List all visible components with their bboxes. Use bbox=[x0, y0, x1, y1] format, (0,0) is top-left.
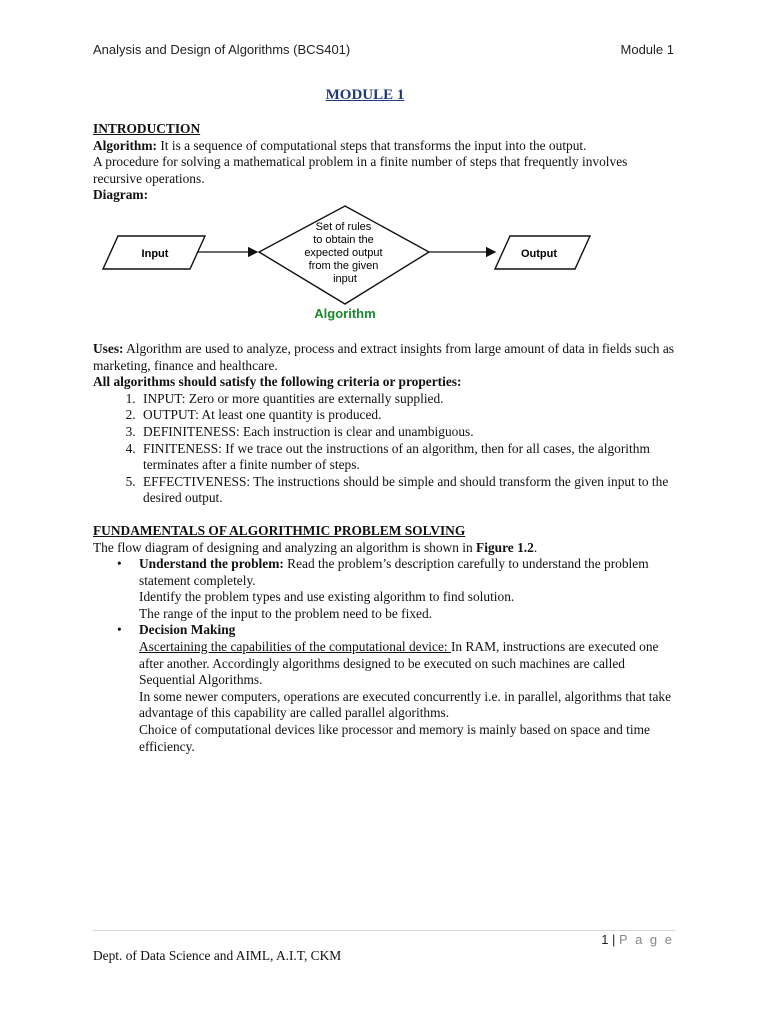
header-course: Analysis and Design of Algorithms (BCS401) bbox=[93, 42, 351, 57]
fundamentals-intro: The flow diagram of designing and analyzing an algorithm is shown in Figure 1.2. bbox=[93, 539, 538, 555]
bullet1-line3: The range of the input to the problem need to be fixed. bbox=[139, 605, 433, 621]
criteria-item: 3. DEFINITENESS: Each instruction is clear and unambiguous. bbox=[139, 424, 675, 441]
page-header bbox=[93, 42, 674, 62]
algorithm-caption: Algorithm bbox=[314, 305, 376, 321]
document-body bbox=[93, 121, 675, 755]
criteria-list bbox=[93, 391, 675, 507]
algorithm-definition: Algorithm: It is a sequence of computational steps that transforms the input into the output. bbox=[93, 137, 587, 153]
bullet2-choice: Choice of computational devices like processor and memory is mainly based on space and time efficiency. bbox=[139, 722, 650, 754]
page-number: 1 | P a g e bbox=[601, 932, 674, 947]
criteria-item: 4. FINITENESS: If we trace out the instructions of an algorithm, then for all cases, the algorithm terminates after a finite number of steps. bbox=[139, 441, 675, 474]
bullet2-parallel: In some newer computers, operations are executed concurrently i.e. in parallel, algorithms that take advantage of this capability are called parallel algorithms. bbox=[139, 688, 672, 721]
rules-line-2: to obtain the bbox=[313, 233, 374, 246]
rules-line-3: expected output bbox=[304, 246, 383, 259]
diagram-label: Diagram: bbox=[93, 187, 149, 203]
bullet-icon: • bbox=[117, 556, 122, 572]
algorithm-diagram bbox=[93, 204, 675, 341]
intro-heading: INTRODUCTION bbox=[93, 121, 201, 136]
footer-divider bbox=[93, 930, 675, 931]
criteria-item: 2. OUTPUT: At least one quantity is produced. bbox=[139, 407, 675, 424]
bullet-understand-problem: • Understand the problem: Read the problem’s description carefully to understand the problem statement completely. Identify the problem types and use existing algorithm to find solution. The range of the input to the problem need to be fixed. bbox=[139, 556, 675, 622]
uses-paragraph: Uses: Algorithm are used to analyze, process and extract insights from large amount of data in fields such as marketing, finance and healthcare. bbox=[93, 340, 674, 373]
bullet-decision-making: • Decision Making Ascertaining the capabilities of the computational device: In RAM, instructions are executed one after another. Accordingly algorithms designed to be executed on such machines are called Sequential Algorithms. In some newer computers, operations are executed concurrently i.e. in parallel, algorithms that take advantage of this capability are called parallel algorithms. Choice of computational devices like processor and memory is mainly based on space and time efficiency. bbox=[139, 622, 675, 755]
fundamentals-heading: FUNDAMENTALS OF ALGORITHMIC PROBLEM SOLVING bbox=[93, 522, 466, 538]
rules-line-4: from the given bbox=[308, 259, 379, 272]
bullet1-line2: Identify the problem types and use existing algorithm to find solution. bbox=[139, 589, 515, 605]
bullet-icon: • bbox=[117, 622, 122, 638]
criteria-item: 1. INPUT: Zero or more quantities are externally supplied. bbox=[139, 391, 675, 408]
criteria-heading: All algorithms should satisfy the following criteria or properties: bbox=[93, 374, 462, 390]
output-label: Output bbox=[520, 247, 558, 260]
input-label: Input bbox=[141, 247, 169, 260]
fundamentals-list bbox=[93, 556, 675, 755]
footer-dept: Dept. of Data Science and AIML, A.I.T, CKM bbox=[93, 948, 342, 963]
rules-line-1: Set of rules bbox=[315, 220, 372, 233]
page-title: MODULE 1 bbox=[325, 87, 405, 103]
criteria-item: 5. EFFECTIVENESS: The instructions should be simple and should transform the given input to the desired output. bbox=[139, 474, 675, 507]
header-module: Module 1 bbox=[620, 42, 674, 57]
procedure-definition: A procedure for solving a mathematical problem in a finite number of steps that frequently involves recursive operations. bbox=[93, 154, 628, 186]
bullet2-sub: Ascertaining the capabilities of the computational device: In RAM, instructions are executed one after another. Accordingly algorithms designed to be executed on such machines are called Sequential Algorithms. bbox=[139, 639, 659, 688]
rules-line-5: input bbox=[333, 272, 357, 285]
